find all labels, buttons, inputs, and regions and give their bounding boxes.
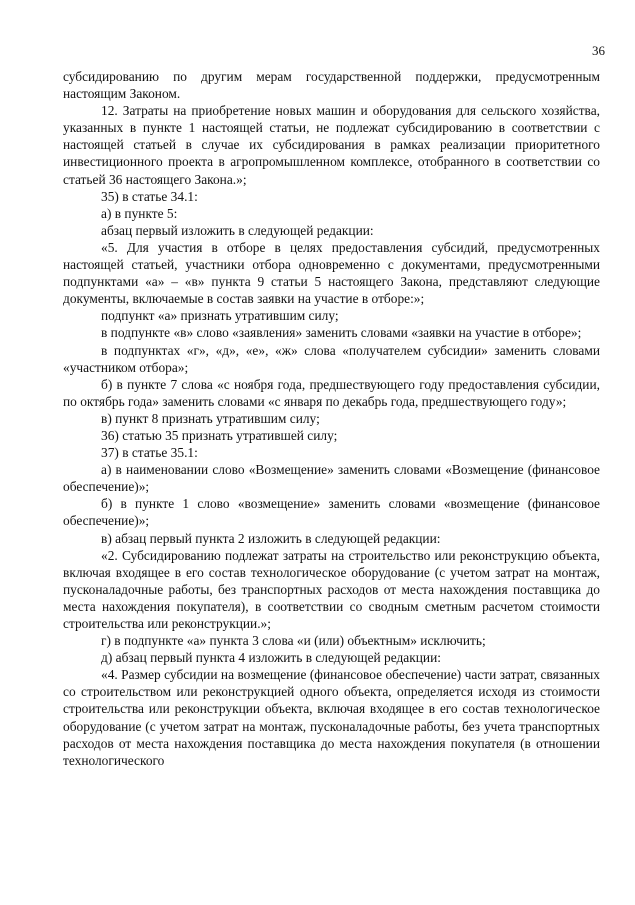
paragraph-item-36: 36) статью 35 признать утратившей силу; xyxy=(101,427,338,443)
page-number: 36 xyxy=(592,43,605,58)
paragraph-subpoint-a: подпункт «а» признать утратившим силу; xyxy=(101,308,339,324)
paragraph-quote-5: «5. Для участия в отборе в целях предоставления субсидий, предусмотренных настоящей статьей, участники отбора одновременно с документами, предусмотренными подпунктами «а» – «в» пункта 9 статьи 5 настоящего Закона, представляют следующие документы, включаемые в состав заявки на участие в отборе:»; xyxy=(63,239,600,307)
paragraph-continuation: субсидированию по другим мерам государственной поддержки, предусмотренным настоящим Законом. xyxy=(63,69,600,102)
paragraph-item-37: 37) в статье 35.1: xyxy=(101,445,198,461)
paragraph-subitem-v-point-8: в) пункт 8 признать утратившим силу; xyxy=(101,410,320,426)
paragraph-37-g: г) в подпункте «а» пункта 3 слова «и (или) объектным» исключить; xyxy=(101,633,486,649)
paragraph-subitem-a-point-5: а) в пункте 5: xyxy=(101,205,178,221)
document-body xyxy=(63,68,600,769)
paragraph-37-d: д) абзац первый пункта 4 изложить в следующей редакции: xyxy=(101,650,441,666)
paragraph-subpoints-g-zh: в подпунктах «г», «д», «е», «ж» слова «получателем субсидии» заменить словами «участником отбора»; xyxy=(63,342,600,375)
paragraph-quote-2: «2. Субсидированию подлежат затраты на строительство или реконструкцию объекта, включая входящее в его состав технологическое оборудование (с учетом затрат на монтаж, пусконаладочные работы, без транспортных расходов от места нахождения поставщика до места нахождения покупателя), в соответствии со сводным сметным расчетом стоимости строительства или реконструкции.»; xyxy=(63,547,600,631)
paragraph-first-abzac: абзац первый изложить в следующей редакции: xyxy=(101,222,374,238)
paragraph-item-35: 35) в статье 34.1: xyxy=(101,188,198,204)
paragraph-subpoint-v: в подпункте «в» слово «заявления» заменить словами «заявки на участие в отборе»; xyxy=(101,325,582,341)
paragraph-quote-4: «4. Размер субсидии на возмещение (финансовое обеспечение) части затрат, связанных со строительством или реконструкцией одного объекта, определяется исходя из стоимости строительства или реконструкции объекта, включая входящее в его состав технологическое оборудование (с учетом затрат на монтаж, пусконаладочные работы, без учета транспортных расходов от места нахождения поставщика до места нахождения покупателя (в отношении технологического xyxy=(63,667,600,768)
paragraph-37-a: а) в наименовании слово «Возмещение» заменить словами «Возмещение (финансовое обеспечение)»; xyxy=(63,462,600,495)
paragraph-37-v: в) абзац первый пункта 2 изложить в следующей редакции: xyxy=(101,530,441,546)
paragraph-item-12: 12. Затраты на приобретение новых машин и оборудования для сельского хозяйства, указанных в пункте 1 настоящей статьи, не подлежат субсидированию в соответствии с настоящей статьей в случае их субсидирования в рамках реализации приоритетного инвестиционного проекта в агропромышленном комплексе, отобранного в соответствии со статьей 36 настоящего Закона.»; xyxy=(63,103,600,187)
paragraph-37-b: б) в пункте 1 слово «возмещение» заменить словами «возмещение (финансовое обеспечение)»; xyxy=(63,496,600,529)
paragraph-subitem-b-point-7: б) в пункте 7 слова «с ноября года, предшествующего году предоставления субсидии, по октябрь года» заменить словами «с января по декабрь года, предшествующего году»; xyxy=(63,376,600,409)
